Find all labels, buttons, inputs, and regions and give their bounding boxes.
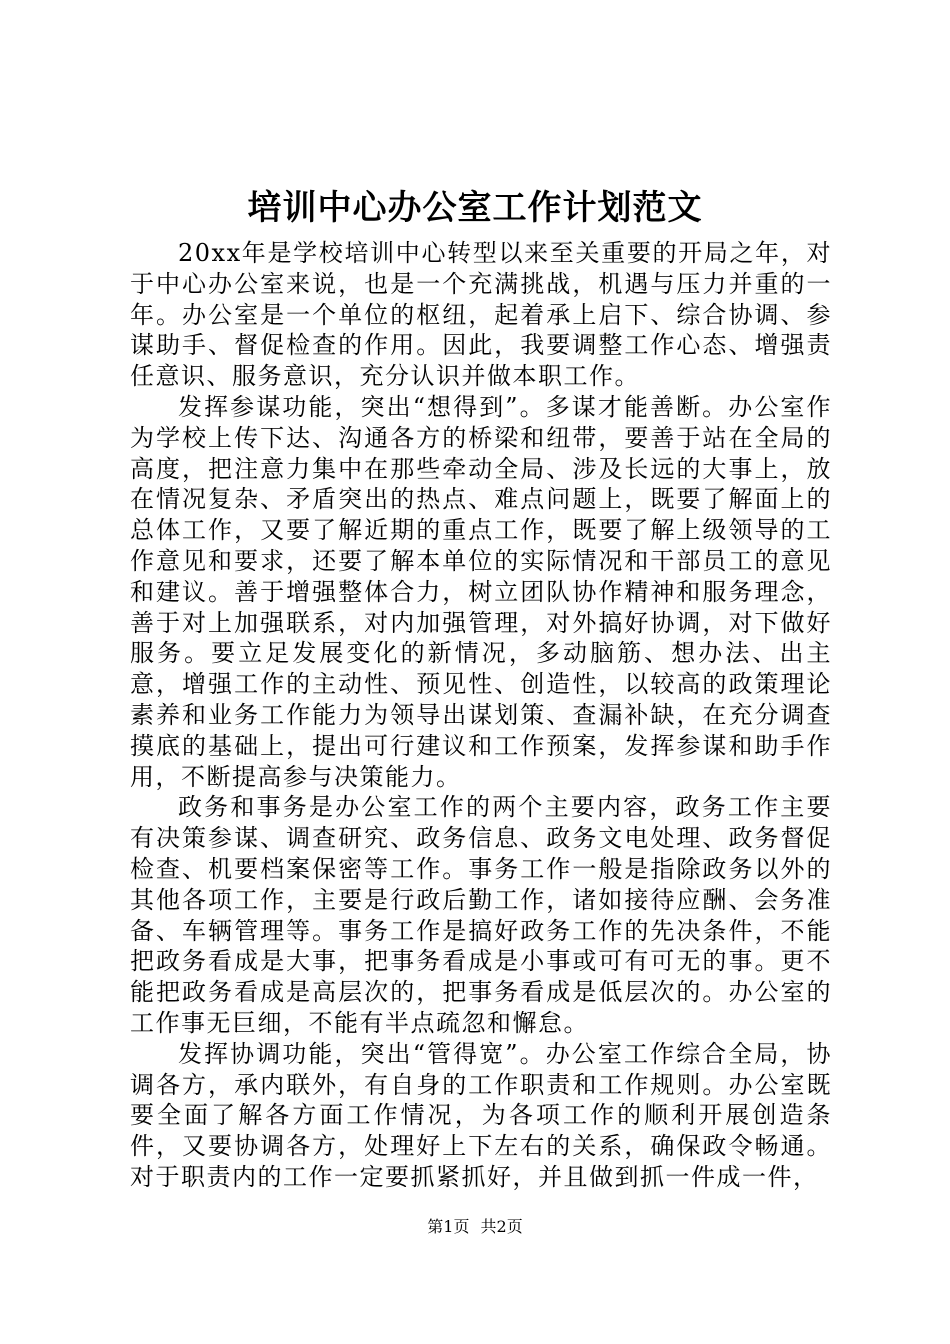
paragraph-government-affairs: 政务和事务是办公室工作的两个主要内容，政务工作主要有决策参谋、调查研究、政务信息、政务文电处理、政务督促检查、机要档案保密等工作。事务工作一般是指除政务以外的其他各项工作，主要是行政后勤工作，诸如接待应酬、会务准备、车辆管理等。事务工作是搞好政务工作的先决条件，不能把政务看成是大事，把事务看成是小事或可有可无的事。更不能把政务看成是高层次的，把事务看成是低层次的。办公室的工作事无巨细，不能有半点疏忽和懈怠。: [130, 793, 832, 1037]
paragraph-intro: 20xx年是学校培训中心转型以来至关重要的开局之年，对于中心办公室来说，也是一个充满挑战，机遇与压力并重的一年。办公室是一个单位的枢纽，起着承上启下、综合协调、参谋助手、督促检查的作用。因此，我要调整工作心态、增强责任意识、服务意识，充分认识并做本职工作。: [130, 239, 832, 391]
paragraph-coordination-function: 发挥协调功能，突出“管得宽”。办公室工作综合全局，协调各方，承内联外，有自身的工作职责和工作规则。办公室既要全面了解各方面工作情况，为各项工作的顺利开展创造条件，又要协调各方，处理好上下左右的关系，确保政令畅通。对于职责内的工作一定要抓紧抓好，并且做到抓一件成一件，: [130, 1039, 832, 1191]
document-body: [130, 238, 832, 1193]
page-footer: [0, 1217, 950, 1237]
paragraph-advisory-function: 发挥参谋功能，突出“想得到”。多谋才能善断。办公室作为学校上传下达、沟通各方的桥梁和纽带，要善于站在全局的高度，把注意力集中在那些牵动全局、涉及长远的大事上，放在情况复杂、矛盾突出的热点、难点问题上，既要了解面上的总体工作，又要了解近期的重点工作，既要了解上级领导的工作意见和要求，还要了解本单位的实际情况和干部员工的意见和建议。善于增强整体合力，树立团队协作精神和服务理念，善于对上加强联系，对内加强管理，对外搞好协调，对下做好服务。要立足发展变化的新情况，多动脑筋、想办法、出主意，增强工作的主动性、预见性、创造性，以较高的政策理论素养和业务工作能力为领导出谋划策、查漏补缺，在充分调查摸底的基础上，提出可行建议和工作预案，发挥参谋和助手作用，不断提高参与决策能力。: [130, 392, 832, 791]
document-title: 培训中心办公室工作计划范文: [247, 188, 703, 228]
page-total: 共2页: [480, 1217, 523, 1236]
page-number: 第1页: [427, 1217, 470, 1236]
